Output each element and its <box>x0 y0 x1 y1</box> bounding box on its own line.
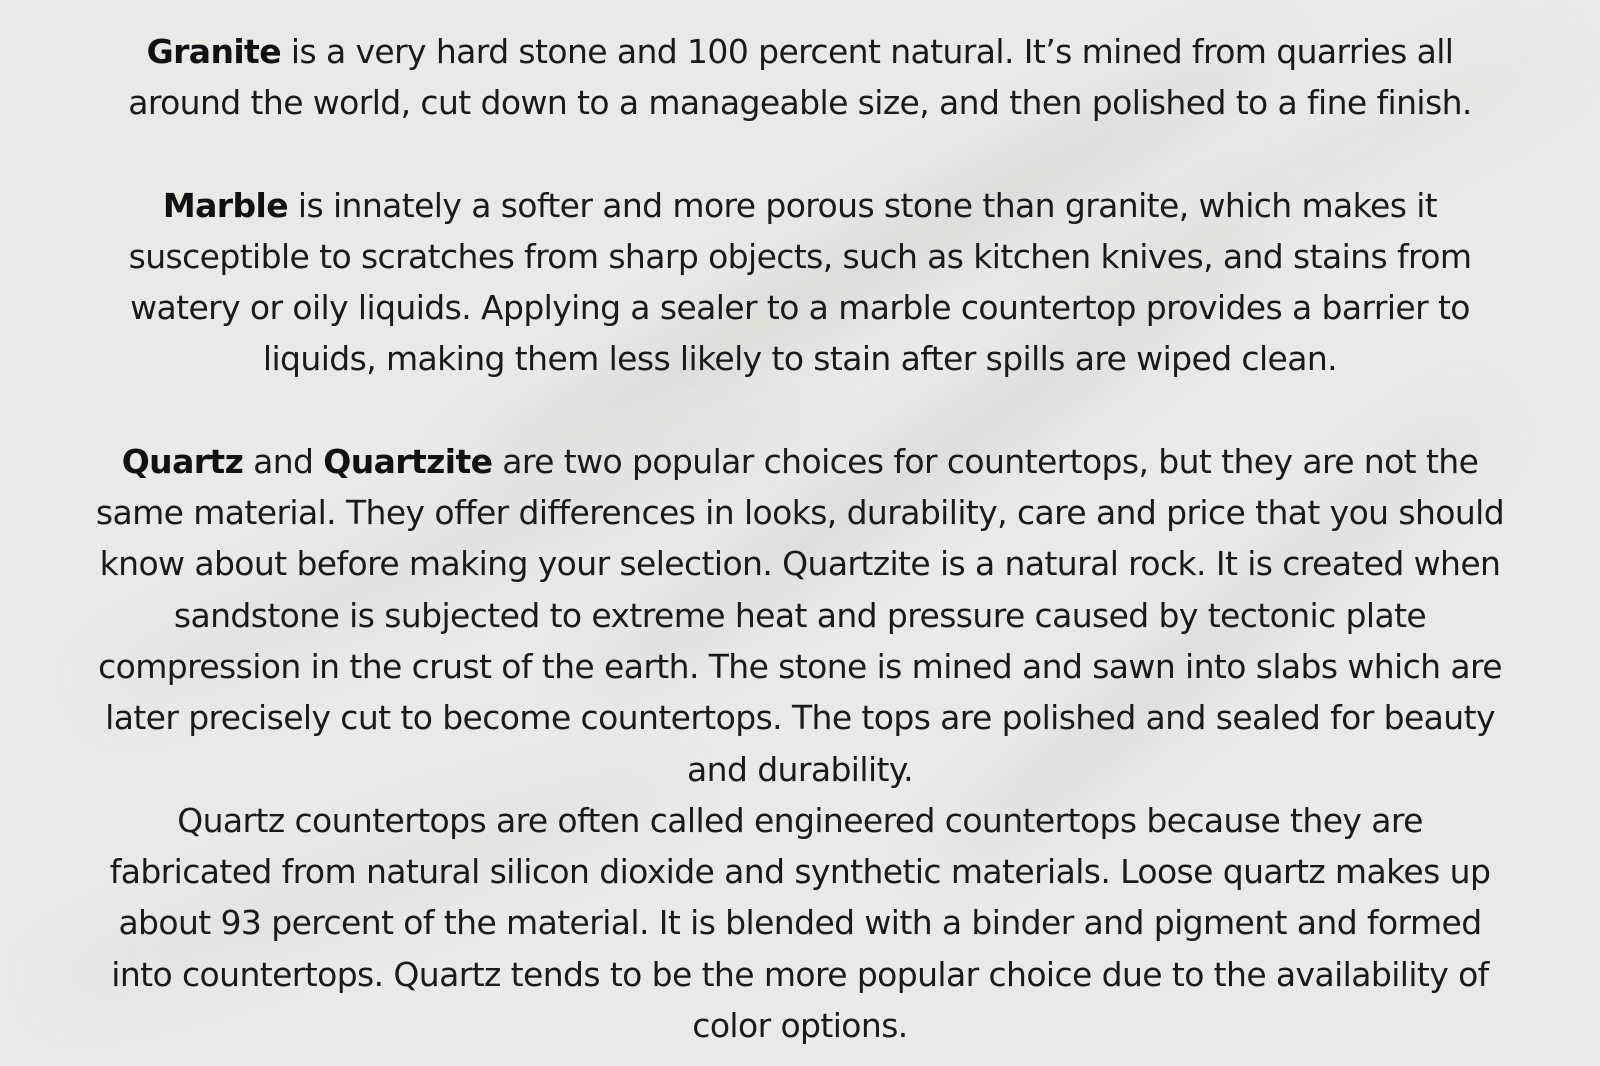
granite-term: Granite <box>146 32 281 71</box>
granite-line-1 <box>40 26 1560 77</box>
quartz-line-1 <box>40 436 1560 487</box>
quartz2-line-2: fabricated from natural silicon dioxide and synthetic materials. Loose quartz makes up <box>109 852 1491 892</box>
quartz2-line-3: about 93 percent of the material. It is blended with a binder and pigment and formed <box>118 903 1482 943</box>
quartz-line-2: same material. They offer differences in looks, durability, care and price that you should <box>95 493 1505 533</box>
quartz-line-5: compression in the crust of the earth. The stone is mined and sawn into slabs which are <box>98 646 1502 686</box>
marble-term: Marble <box>162 185 288 225</box>
quartz-line-7: and durability. <box>687 749 913 789</box>
granite-line-2: around the world, cut down to a manageable size, and then polished to a fine finish. <box>128 83 1472 123</box>
quartz-line-4: sandstone is subjected to extreme heat and pressure caused by tectonic plate <box>173 595 1427 635</box>
quartz2-line-5: color options. <box>692 1006 908 1046</box>
quartz-paragraph <box>40 436 1560 795</box>
marble-text-1: is innately a softer and more porous stone than granite, which makes it <box>288 185 1438 225</box>
marble-line-2: susceptible to scratches from sharp objects, such as kitchen knives, and stains from <box>128 236 1472 276</box>
granite-paragraph <box>40 26 1560 129</box>
marble-paragraph <box>40 180 1560 385</box>
quartz-join-text: and <box>243 441 324 481</box>
quartz2-line-1: Quartz countertops are often called engineered countertops because they are <box>177 800 1423 840</box>
quartz-text-1: are two popular choices for countertops, but they are not the <box>492 441 1479 481</box>
quartz-term: Quartz <box>121 441 244 481</box>
quartzite-term: Quartzite <box>323 441 493 481</box>
quartz2-line-4: into countertops. Quartz tends to be the more popular choice due to the availability of <box>111 954 1489 994</box>
article-body <box>40 26 1560 1051</box>
quartz-line-3: know about before making your selection. Quartzite is a natural rock. It is created when <box>99 544 1501 584</box>
granite-text-1: is a very hard stone and 100 percent natural. It’s mined from quarries all <box>281 32 1454 71</box>
quartz-line-6: later precisely cut to become countertops. The tops are polished and sealed for beauty <box>105 698 1495 738</box>
marble-line-1 <box>40 180 1560 231</box>
quartz-countertops-paragraph <box>40 795 1560 1051</box>
marble-line-3: watery or oily liquids. Applying a sealer to a marble countertop provides a barrier to <box>130 288 1470 328</box>
marble-line-4: liquids, making them less likely to stain after spills are wiped clean. <box>262 339 1338 379</box>
